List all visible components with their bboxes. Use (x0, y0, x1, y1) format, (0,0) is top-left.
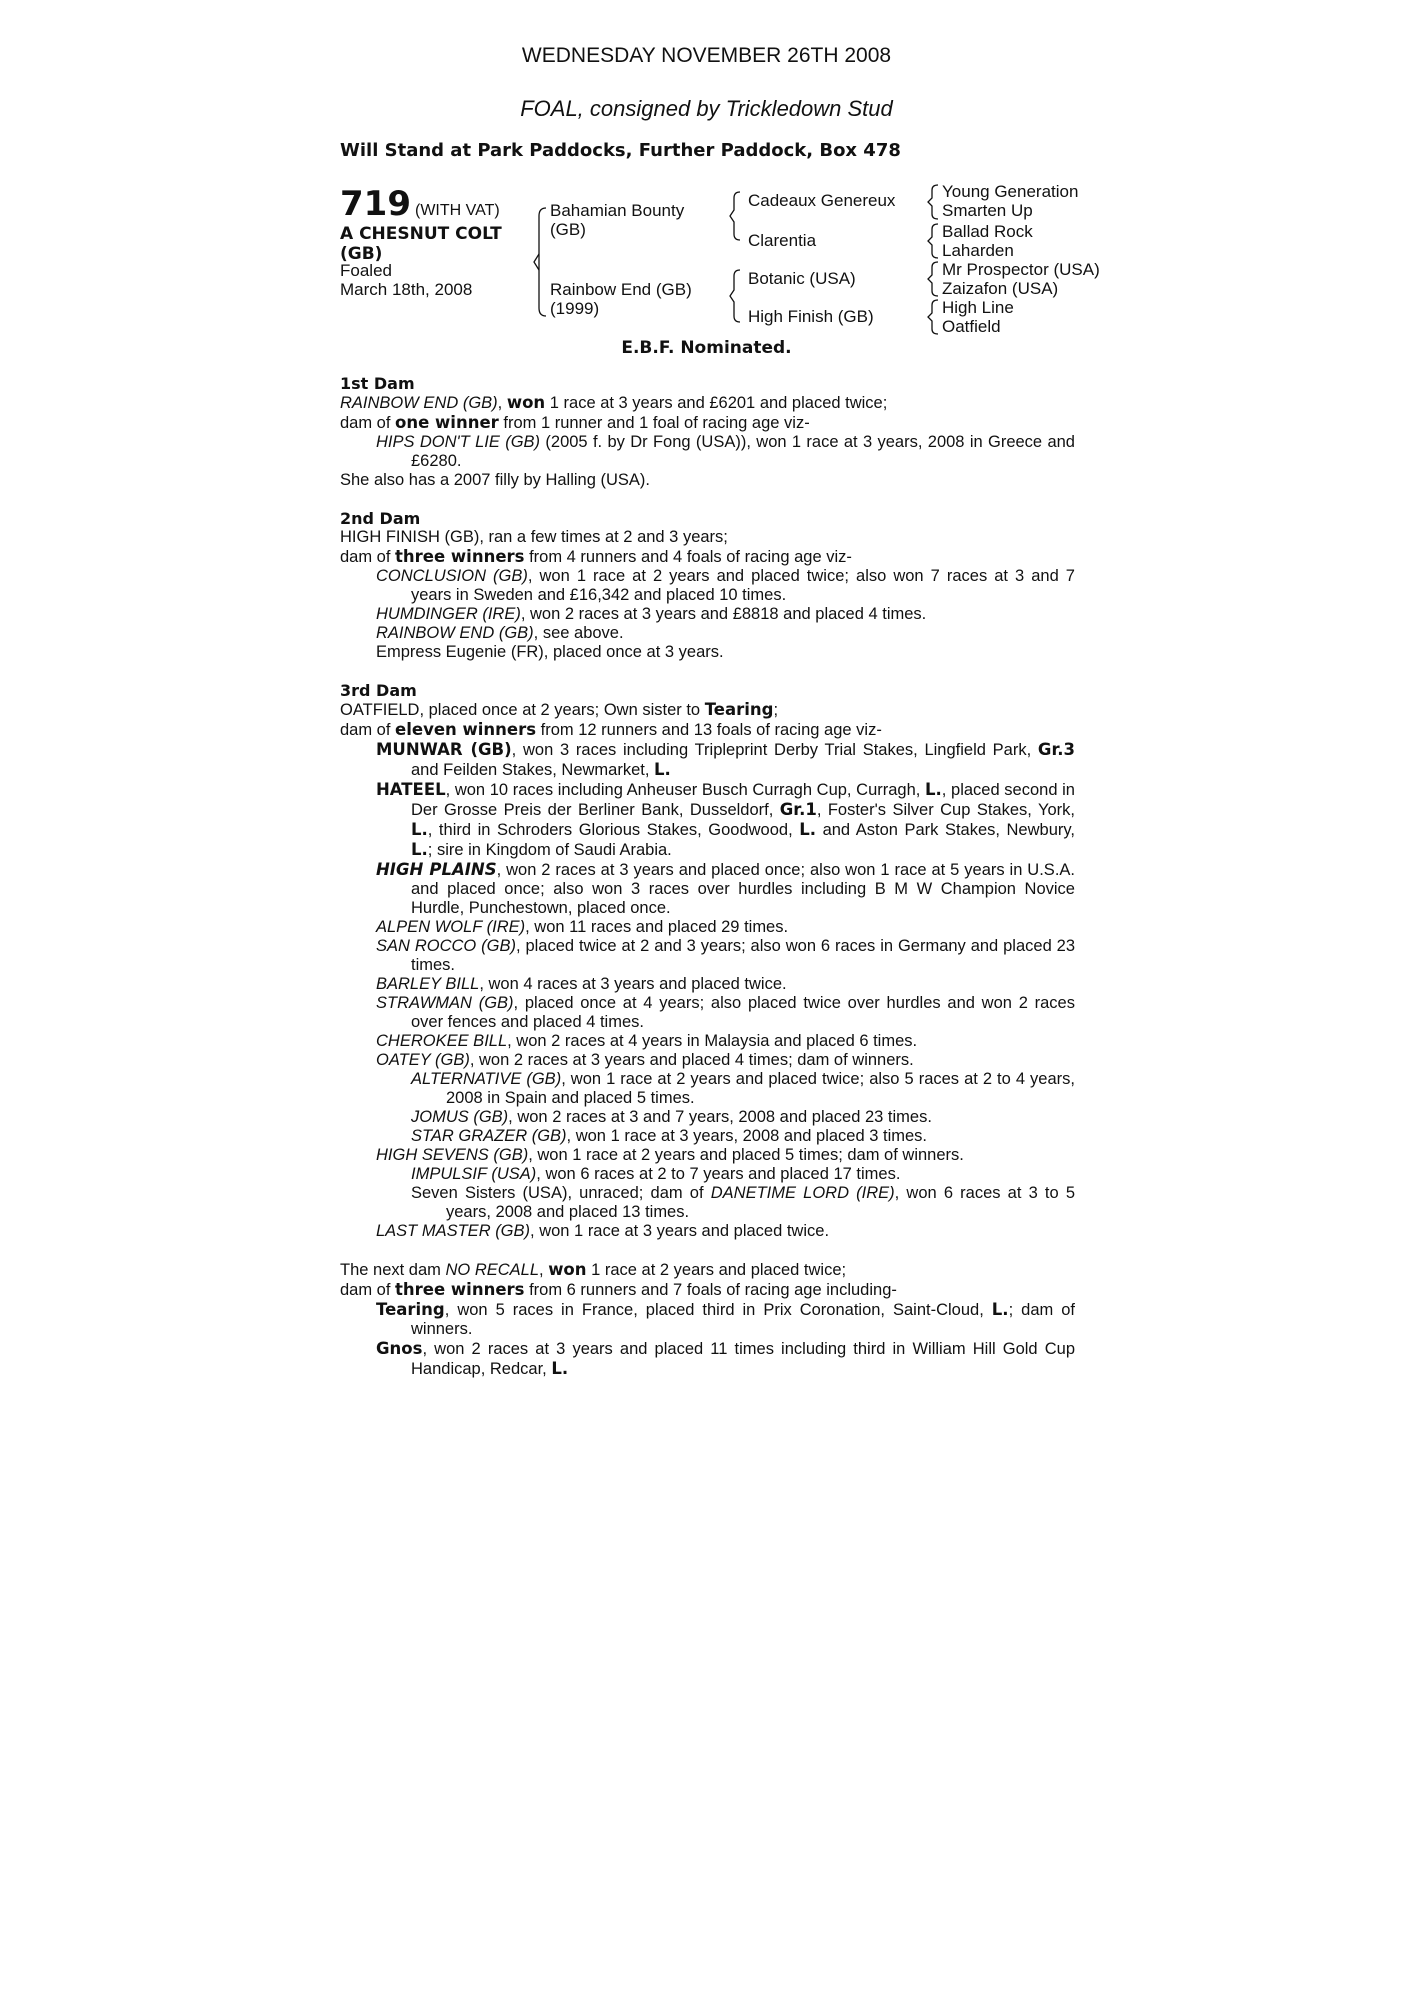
colt-country: (GB) (340, 244, 383, 264)
first-dam-line-2: dam of one winner from 1 runner and 1 foal of racing age viz- (340, 413, 810, 432)
consignor-line: FOAL, consigned by Trickledown Stud (520, 96, 893, 121)
first-dam-note: She also has a 2007 filly by Halling (USA). (340, 471, 650, 489)
foaled-label: Foaled (340, 261, 392, 280)
second-dam-progeny-4: Empress Eugenie (FR), placed once at 3 years. (376, 643, 724, 661)
foaled-date: March 18th, 2008 (340, 280, 473, 299)
progeny-alpen-wolf: ALPEN WOLF (IRE), won 11 races and placed 29 times. (376, 918, 789, 936)
progeny-jomus: JOMUS (GB), won 2 races at 3 and 7 years, 2008 and placed 23 times. (411, 1108, 932, 1126)
dam-dam: High Finish (GB) (748, 307, 874, 326)
progeny-seven-sisters: Seven Sisters (USA), unraced; dam of DANETIME LORD (IRE), won 6 races at 3 to 5 years, 2008 and placed 13 times. (411, 1184, 1076, 1221)
second-dam-line-1: HIGH FINISH (GB), ran a few times at 2 and 3 years; (340, 528, 728, 546)
pedigree-details (340, 374, 1075, 1379)
progeny-oatey: OATEY (GB), won 2 races at 3 years and placed 4 times; dam of winners. (376, 1051, 914, 1069)
third-dam-heading: 3rd Dam (340, 681, 417, 700)
brace-g2 (926, 221, 942, 261)
grandsire-5: Mr Prospector (USA) (942, 260, 1100, 279)
grandsire-3: Ballad Rock (942, 222, 1033, 241)
progeny-alternative: ALTERNATIVE (GB), won 1 race at 2 years and placed twice; also 5 races at 2 to 4 years, 2008 in Spain and placed 5 times. (411, 1070, 1075, 1107)
dam-sire: Botanic (USA) (748, 269, 856, 288)
sire-sire: Cadeaux Genereux (748, 191, 896, 210)
progeny-barley-bill: BARLEY BILL, won 4 races at 3 years and placed twice. (376, 975, 787, 993)
ebf-nominated: E.B.F. Nominated. (621, 338, 792, 358)
third-dam-line-2: dam of eleven winners from 12 runners and 13 foals of racing age viz- (340, 720, 882, 739)
progeny-strawman: STRAWMAN (GB), placed once at 4 years; also placed twice over hurdles and won 2 races over fences and placed 4 times. (376, 994, 1075, 1031)
stand-location: Will Stand at Park Paddocks, Further Paddock, Box 478 (340, 140, 901, 161)
first-dam-heading: 1st Dam (340, 374, 415, 393)
sale-date: WEDNESDAY NOVEMBER 26TH 2008 (521, 44, 892, 67)
progeny-star-grazer: STAR GRAZER (GB), won 1 race at 3 years, 2008 and placed 3 times. (411, 1127, 928, 1145)
grandsire-1: Young Generation (942, 182, 1079, 201)
dam-name: Rainbow End (GB) (550, 280, 692, 299)
vat-note: (WITH VAT) (414, 202, 500, 219)
progeny-san-rocco: SAN ROCCO (GB), placed twice at 2 and 3 years; also won 6 races in Germany and placed 23 times. (376, 937, 1076, 974)
next-dam-line-2: dam of three winners from 6 runners and 7 foals of racing age including- (340, 1280, 897, 1299)
grandsire-7: High Line (942, 298, 1014, 317)
progeny-munwar: MUNWAR (GB), won 3 races including Tripleprint Derby Trial Stakes, Lingfield Park, Gr.3 and Feilden Stakes, Newmarket, L. (376, 740, 1075, 779)
brace-g1 (926, 182, 942, 222)
first-dam-line-1: RAINBOW END (GB), won 1 race at 3 years and £6201 and placed twice; (340, 393, 888, 412)
sire-name: Bahamian Bounty (550, 201, 685, 220)
dam-parents-brace (728, 266, 744, 326)
progeny-gnos: Gnos, won 2 races at 3 years and placed 11 times including third in William Hill Gold Cup Handicap, Redcar, L. (376, 1339, 1075, 1378)
second-dam-heading: 2nd Dam (340, 509, 421, 528)
lot-description (340, 224, 525, 264)
brace-g3 (926, 259, 942, 299)
lot-header (340, 184, 500, 224)
lot-number: 719 (340, 184, 411, 224)
second-dam-line-2: dam of three winners from 4 runners and 4 foals of racing age viz- (340, 547, 852, 566)
grandsire-8: Oatfield (942, 317, 1001, 336)
dam-year: (1999) (550, 299, 600, 318)
second-dam-progeny-1: CONCLUSION (GB), won 1 race at 2 years and placed twice; also won 7 races at 3 and 7 years in Sweden and £16,342 and placed 10 times. (376, 567, 1075, 604)
sire-parents-brace (728, 188, 744, 244)
foaled-info (340, 261, 472, 299)
sire-dam: Clarentia (748, 231, 817, 250)
grandsire-2: Smarten Up (942, 201, 1033, 220)
grandsire-4: Laharden (942, 241, 1014, 260)
progeny-high-sevens: HIGH SEVENS (GB), won 1 race at 2 years and placed 5 times; dam of winners. (376, 1146, 964, 1164)
progeny-high-plains: HIGH PLAINS, won 2 races at 3 years and placed once; also won 1 race at 5 years in U.S.A. and placed once; also won 3 races over hurdles including B M W Champion Novice Hurdle, Punchestown, placed once. (376, 860, 1075, 917)
brace-g4 (926, 297, 942, 337)
colt-line: A CHESNUT COLT (340, 224, 502, 244)
progeny-last-master: LAST MASTER (GB), won 1 race at 3 years and placed twice. (376, 1222, 830, 1240)
second-dam-progeny-3: RAINBOW END (GB), see above. (376, 624, 624, 642)
progeny-tearing: Tearing, won 5 races in France, placed third in Prix Coronation, Saint-Cloud, L.; dam of winners. (376, 1300, 1075, 1338)
next-dam-line-1: The next dam NO RECALL, won 1 race at 2 years and placed twice; (340, 1260, 847, 1279)
first-dam-progeny: HIPS DON'T LIE (GB) (2005 f. by Dr Fong (USA)), won 1 race at 3 years, 2008 in Greece and £6280. (376, 433, 1075, 470)
third-dam-line-1: OATFIELD, placed once at 2 years; Own sister to Tearing; (340, 700, 779, 719)
progeny-hateel: HATEEL, won 10 races including Anheuser Busch Curragh Cup, Curragh, L., placed second in Der Grosse Preis der Berliner Bank, Dusseldorf, Gr.1, Foster's Silver Cup Stakes, York, L., third in Schroders Glorious Stakes, Goodwood, L. and Aston Park Stakes, Newbury, L.; sire in Kingdom of Saudi Arabia. (376, 780, 1075, 859)
sire-dam-brace (530, 192, 550, 317)
progeny-impulsif: IMPULSIF (USA), won 6 races at 2 to 7 years and placed 17 times. (411, 1165, 901, 1183)
progeny-cherokee-bill: CHEROKEE BILL, won 2 races at 4 years in Malaysia and placed 6 times. (376, 1032, 918, 1050)
sire-country: (GB) (550, 220, 586, 239)
second-dam-progeny-2: HUMDINGER (IRE), won 2 races at 3 years and £8818 and placed 4 times. (376, 605, 927, 623)
grandsire-6: Zaizafon (USA) (942, 279, 1059, 298)
